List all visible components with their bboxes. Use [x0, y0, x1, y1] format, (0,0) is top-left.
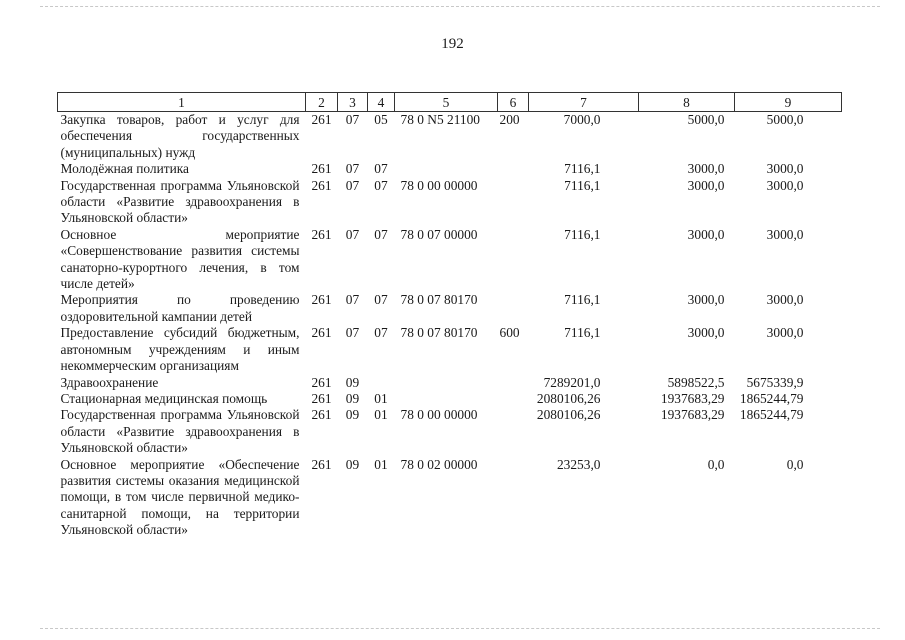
row-name: Предоставление субсидий бюджетным, автономным учреждениям и иным некоммерческим организациям — [60, 325, 300, 374]
scan-edge-bottom — [40, 628, 880, 629]
row-amount-col7: 7116,1 — [564, 161, 601, 177]
row-admin-code: 261 — [311, 390, 332, 406]
row-target-article: 78 0 02 00000 — [400, 456, 478, 472]
row-target-article: 78 0 07 80170 — [400, 292, 478, 308]
row-amount-col9: 1865244,79 — [739, 390, 804, 406]
table-body — [58, 112, 842, 539]
column-header-1: 1 — [58, 93, 306, 112]
table-row — [58, 178, 842, 227]
row-section: 09 — [345, 456, 360, 472]
column-header-5: 5 — [395, 93, 498, 112]
row-amount-col8: 1937683,29 — [660, 390, 725, 406]
column-header-4: 4 — [368, 93, 395, 112]
row-admin-code: 261 — [311, 456, 332, 472]
row-amount-col7: 7116,1 — [564, 325, 601, 341]
row-admin-code: 261 — [311, 407, 332, 423]
row-amount-col7: 2080106,26 — [536, 407, 601, 423]
row-target-article: 78 0 07 80170 — [400, 325, 478, 341]
row-amount-col7: 7116,1 — [564, 292, 601, 308]
column-header-3: 3 — [338, 93, 368, 112]
row-amount-col8: 1937683,29 — [660, 407, 725, 423]
row-section: 09 — [345, 390, 360, 406]
row-amount-col9: 0,0 — [786, 456, 804, 472]
row-amount-col8: 0,0 — [707, 456, 725, 472]
row-amount-col7: 7289201,0 — [543, 374, 601, 390]
row-expense-type — [498, 375, 529, 391]
table-row — [58, 391, 842, 407]
row-target-article: 78 0 07 00000 — [400, 226, 478, 242]
table-row — [58, 325, 842, 374]
row-subsection: 07 — [374, 292, 388, 308]
row-target-article — [395, 391, 498, 407]
table-row — [58, 292, 842, 325]
row-expense-type — [498, 178, 529, 227]
row-target-article: 78 0 00 00000 — [400, 177, 478, 193]
row-target-article — [395, 161, 498, 177]
row-amount-col9: 5000,0 — [766, 112, 804, 127]
table-row — [58, 112, 842, 162]
row-name: Мероприятия по проведению оздоровительной кампании детей — [60, 292, 300, 324]
row-name: Государственная программа Ульяновской области «Развитие здравоохранения в Ульяновской области» — [60, 407, 300, 456]
row-section: 07 — [345, 112, 360, 127]
row-amount-col8: 3000,0 — [687, 292, 725, 308]
row-expense-type — [498, 161, 529, 177]
column-header-8: 8 — [639, 93, 735, 112]
row-section: 07 — [345, 226, 360, 242]
row-amount-col9: 1865244,79 — [739, 407, 804, 423]
row-expense-type — [498, 391, 529, 407]
row-amount-col7: 7116,1 — [564, 177, 601, 193]
row-section: 07 — [345, 161, 360, 177]
budget-table — [57, 92, 842, 539]
header-row — [58, 93, 842, 112]
row-amount-col9: 3000,0 — [766, 161, 804, 177]
page-number: 192 — [441, 36, 464, 52]
row-amount-col9: 5675339,9 — [746, 374, 804, 390]
table-row — [58, 161, 842, 177]
row-amount-col9: 3000,0 — [766, 325, 804, 341]
row-subsection: 01 — [374, 456, 388, 472]
row-amount-col8: 3000,0 — [687, 161, 725, 177]
row-name: Основное мероприятие «Обеспечение развития системы оказания медицинской помощи, в том числе первичной медико-санитарной помощи, на территории Ульяновской области» — [60, 456, 300, 538]
row-admin-code: 261 — [311, 161, 332, 177]
row-name: Основное мероприятие «Совершенствование развития системы санаторно-курортного лечения, в том числе детей» — [60, 226, 300, 292]
scan-edge-top — [40, 6, 880, 7]
row-amount-col7: 23253,0 — [556, 456, 601, 472]
row-subsection: 07 — [374, 325, 388, 341]
row-section: 07 — [345, 177, 360, 193]
row-amount-col7: 7000,0 — [563, 112, 601, 127]
column-header-2: 2 — [306, 93, 338, 112]
row-amount-col9: 3000,0 — [766, 177, 804, 193]
row-subsection — [368, 375, 395, 391]
column-header-9: 9 — [735, 93, 842, 112]
row-amount-col8: 3000,0 — [687, 325, 725, 341]
row-admin-code: 261 — [311, 226, 332, 242]
table-row — [58, 227, 842, 293]
row-admin-code: 261 — [311, 292, 332, 308]
row-admin-code: 261 — [311, 112, 332, 127]
row-amount-col9: 3000,0 — [766, 226, 804, 242]
row-amount-col8: 3000,0 — [687, 177, 725, 193]
row-section: 09 — [345, 407, 360, 423]
table-row — [58, 375, 842, 391]
row-amount-col7: 7116,1 — [564, 226, 601, 242]
column-header-7: 7 — [529, 93, 639, 112]
column-header-6: 6 — [498, 93, 529, 112]
row-expense-type — [498, 457, 529, 539]
row-expense-type — [498, 407, 529, 456]
table-header — [58, 93, 842, 112]
row-expense-type: 600 — [499, 325, 520, 341]
row-subsection: 01 — [374, 390, 388, 406]
row-name: Стационарная медицинская помощь — [60, 390, 268, 406]
row-subsection: 07 — [374, 161, 388, 177]
table-row — [58, 457, 842, 539]
row-subsection: 05 — [374, 112, 388, 127]
row-subsection: 01 — [374, 407, 388, 423]
table-row — [58, 407, 842, 456]
row-subsection: 07 — [374, 177, 388, 193]
row-name: Закупка товаров, работ и услуг для обеспечения государственных (муниципальных) нужд — [60, 112, 300, 160]
row-target-article — [395, 375, 498, 391]
row-name: Здравоохранение — [60, 374, 159, 390]
row-amount-col8: 5898522,5 — [667, 374, 725, 390]
row-admin-code: 261 — [311, 374, 332, 390]
row-section: 09 — [345, 374, 360, 390]
row-amount-col8: 5000,0 — [687, 112, 725, 127]
row-target-article: 78 0 N5 21100 — [400, 112, 480, 127]
row-amount-col9: 3000,0 — [766, 292, 804, 308]
row-expense-type — [498, 292, 529, 325]
row-amount-col7: 2080106,26 — [536, 390, 601, 406]
row-amount-col8: 3000,0 — [687, 226, 725, 242]
row-target-article: 78 0 00 00000 — [400, 407, 478, 423]
row-admin-code: 261 — [311, 325, 332, 341]
row-section: 07 — [345, 292, 360, 308]
row-expense-type: 200 — [499, 112, 520, 127]
row-subsection: 07 — [374, 226, 388, 242]
row-admin-code: 261 — [311, 177, 332, 193]
row-name: Молодёжная политика — [60, 161, 190, 177]
row-name: Государственная программа Ульяновской области «Развитие здравоохранения в Ульяновской области» — [60, 177, 300, 226]
row-section: 07 — [345, 325, 360, 341]
row-expense-type — [498, 227, 529, 293]
